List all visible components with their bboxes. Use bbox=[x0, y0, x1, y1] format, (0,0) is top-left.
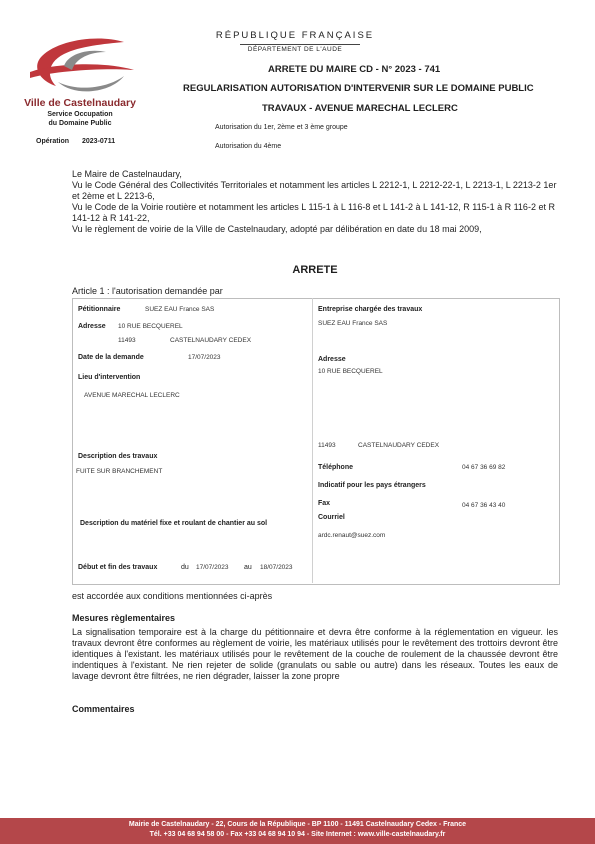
indicatif-label: Indicatif pour les pays étrangers bbox=[318, 482, 426, 489]
postal-code: 11493 bbox=[118, 337, 136, 344]
service-line1: Service Occupation bbox=[47, 111, 113, 118]
authorization-1: Autorisation du 1er, 2ème et 3 ème groupe bbox=[215, 124, 348, 131]
telephone-label: Téléphone bbox=[318, 464, 354, 471]
department: DÉPARTEMENT DE L'AUDE bbox=[247, 46, 343, 53]
au-label: au bbox=[244, 564, 252, 571]
courriel-value: ardc.renaut@suez.com bbox=[318, 532, 386, 539]
footer-line1: Mairie de Castelnaudary - 22, Cours de la République - BP 1100 - 11491 Castelnaudary Cedex - France bbox=[128, 821, 467, 828]
preamble-line: Le Maire de Castelnaudary, bbox=[72, 169, 182, 179]
footer-line2: Tél. +33 04 68 94 58 00 - Fax +33 04 68 94 10 94 - Site Internet : www.ville-castelnaudary.fr bbox=[149, 831, 446, 838]
arrete-subtitle: REGULARISATION AUTORISATION D'INTERVENIR SUR LE DOMAINE PUBLIC bbox=[183, 83, 534, 94]
lieu-value: AVENUE MARECHAL LECLERC bbox=[84, 392, 180, 399]
date-demande-value: 17/07/2023 bbox=[188, 354, 221, 361]
operation-label: Opération bbox=[36, 138, 70, 145]
fin-value: 18/07/2023 bbox=[260, 564, 293, 571]
desc-travaux-label: Description des travaux bbox=[78, 453, 158, 460]
city-2: CASTELNAUDARY CEDEX bbox=[358, 442, 440, 449]
desc-travaux-value: FUITE SUR BRANCHEMENT bbox=[76, 468, 163, 475]
travaux-heading: TRAVAUX - AVENUE MARECHAL LECLERC bbox=[262, 103, 458, 114]
fax-value: 04 67 36 43 40 bbox=[462, 502, 506, 509]
footer-bar bbox=[0, 818, 595, 844]
commentaires-heading: Commentaires bbox=[72, 704, 135, 714]
du-label: du bbox=[181, 564, 189, 571]
mesures-heading: Mesures règlementaires bbox=[72, 613, 176, 623]
preamble-line: Vu le Code de la Voirie routière et notamment les articles L 115-1 à L 116-8 et L 141-2 à L 141-12, R 115-1 à R 116-2 et R 141-12 à R 141-22, bbox=[72, 202, 555, 223]
authorization-2: Autorisation du 4ème bbox=[215, 143, 282, 150]
adresse2-label: Adresse bbox=[318, 356, 346, 363]
lieu-label: Lieu d'intervention bbox=[78, 374, 141, 381]
republic-heading: RÉPUBLIQUE FRANÇAISE bbox=[215, 30, 375, 41]
arrete-title: ARRETE DU MAIRE CD - N° 2023 - 741 bbox=[268, 64, 441, 75]
fax-label: Fax bbox=[318, 500, 331, 507]
debut-label: Début et fin des travaux bbox=[78, 564, 158, 571]
date-demande-label: Date de la demande bbox=[78, 354, 144, 361]
telephone-value: 04 67 36 69 82 bbox=[462, 464, 506, 471]
petitionnaire-label: Pétitionnaire bbox=[78, 306, 121, 313]
article-1: Article 1 : l'autorisation demandée par bbox=[72, 286, 223, 296]
adresse2-value: 10 RUE BECQUEREL bbox=[318, 368, 383, 375]
preamble-line: Vu le règlement de voirie de la Ville de Castelnaudary, adopté par délibération en date du 18 mai 2009, bbox=[72, 224, 482, 234]
courriel-label: Courriel bbox=[318, 514, 345, 521]
city-name: Ville de Castelnaudary bbox=[24, 97, 136, 109]
desc-materiel-label: Description du matériel fixe et roulant de chantier au sol bbox=[80, 520, 268, 527]
form-divider bbox=[312, 298, 313, 583]
accorded-text: est accordée aux conditions mentionnées ci-après bbox=[72, 591, 273, 601]
postal-code-2: 11493 bbox=[318, 442, 336, 449]
entreprise-label: Entreprise chargée des travaux bbox=[318, 306, 423, 313]
arrete-heading: ARRETE bbox=[292, 264, 338, 276]
adresse-label: Adresse bbox=[78, 323, 106, 330]
debut-value: 17/07/2023 bbox=[196, 564, 229, 571]
petitionnaire-value: SUEZ EAU France SAS bbox=[145, 306, 215, 313]
castelnaudary-logo bbox=[28, 36, 136, 96]
entreprise-value: SUEZ EAU France SAS bbox=[318, 320, 388, 327]
city: CASTELNAUDARY CEDEX bbox=[170, 337, 252, 344]
service-line2: du Domaine Public bbox=[48, 120, 112, 127]
adresse-value: 10 RUE BECQUEREL bbox=[118, 323, 183, 330]
form-box bbox=[72, 298, 560, 585]
mesures-text: La signalisation temporaire est à la charge du pétitionnaire et devra être conforme à la réglementation en vigueur. les travaux devront être conformes au règlement de voirie, les matériaux utilisés pour le revêtement des trottoirs devront être identiques à l'existant. les matériaux utilisés pour le revêtement de la couche de roulement de la chaussée devront être indentiques à l'existant. Ne rien rejeter de solide (granulats ou sable ou autre) dans les réseaux. Toutes les eaux de lavage devront être filtrées, ne rien dégrader, laisser la zone propre bbox=[72, 627, 558, 681]
preamble bbox=[72, 169, 558, 235]
operation-value: 2023-0711 bbox=[82, 138, 116, 145]
preamble-line: Vu le Code Général des Collectivités Territoriales et notamment les articles L 2212-1, L 2212-22-1, L 2213-1, L 2213-2 1er et 2ème et L 2213-6, bbox=[72, 180, 557, 201]
